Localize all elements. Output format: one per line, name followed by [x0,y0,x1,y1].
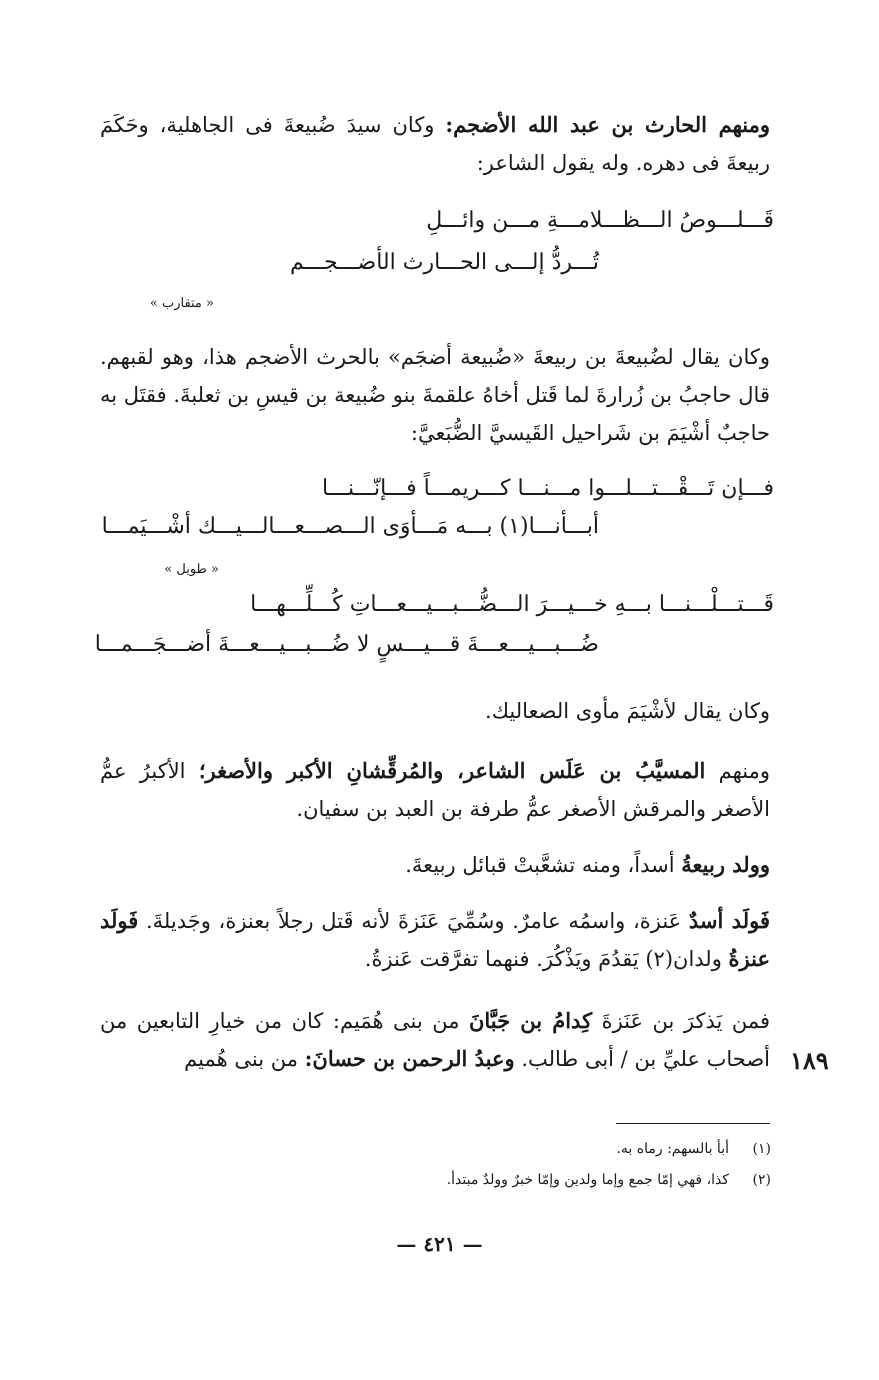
paragraph-ashyam: وكان يقال لأشْيَمَ مأوى الصعاليك. [485,699,770,723]
footnote-number: (١) [752,1141,771,1157]
footnote-1 [0,1141,879,1161]
footnote-ref-1[interactable]: (١) [499,514,529,539]
verse-text: أبـــأنـــا [528,514,599,539]
paragraph-rabia [100,846,770,884]
paragraph-text: أسداً، ومنه تشعَّبتْ قبائل ربيعةَ. [405,853,682,877]
paragraph-text: فمن يَذكرَ بن عَنَزةَ [592,1009,770,1033]
footnote-divider [616,1123,770,1124]
footnote-2 [0,1172,879,1192]
footnote-number: (٢) [752,1172,771,1188]
footnote-text: كذا، فهي إمّا جمع وإما ولدين وإمّا خبرٌ وولدٌ مبتدأ. [446,1172,729,1188]
verse-1-first-hemistich: قَـــلـــوصُ الـــظـــلامـــةِ مـــن وائـــلِ [426,208,774,233]
paragraph-text: يَقدُمَ ويَذْكُرَ. فنهما تفرَّقت عَنزةُ. [364,947,646,971]
paragraph-text: من بنى هُميم [184,1047,305,1071]
paragraph-text: ولدان [673,947,729,971]
verse-3-second-hemistich: ضُـــبـــيـــعـــةَ قـــيـــسٍ لا ضُـــبـــيـــعـــةَ أضـــجَـــمـــا [94,632,599,657]
verse-3-first-hemistich: قَـــتـــلْـــنـــا بـــهِ خـــيـــرَ الـــضُّـــبـــيـــعـــاتِ كُـــلِّـــهـــا [250,592,774,617]
bold-name: وعبدُ الرحمن بن حسانَ: [304,1046,515,1071]
paragraph-asad [100,902,770,978]
page-number: — ٤٢١ — [396,1232,483,1256]
verse-2-first-hemistich: فـــإن تَـــقْـــتـــلـــوا مـــنـــا كـــريمـــاً فـــإنّـــنـــا [322,476,774,501]
paragraph-text: وكان سيدَ ضُبيعةَ فى الجاهلية، وحَكَمَ ربيعةَ فى دهره. وله يقول الشاعر: [100,113,770,175]
paragraph-text: الأكبرُ عمُّ الأصغر والمرقش الأصغر عمُّ طرفة بن العبد بن سفيان. [100,759,770,821]
footnote-text: أبأ بالسهم: رماه به. [616,1141,729,1157]
verse-1-second-hemistich: تُـــردُّ إلـــى الحـــارث الأضـــجـــم [290,250,599,275]
bold-name: فَولَد عنزةُ [100,908,770,971]
bold-name: المسيَّبُ بن عَلَس الشاعر، والمُرقِّشانِ الأكبر والأصغر؛ [198,758,706,783]
footnote-ref-2[interactable]: (٢) [645,947,674,971]
paragraph-musayyab [100,752,770,828]
bold-name: ومنهم الحارث بن عبد الله الأضجم: [445,112,770,137]
bold-name: فَولَد أسدٌ [688,908,770,933]
verse-2-second-hemistich [102,514,599,539]
paragraph-text: عَنزة، واسمُه عامرٌ. وسُمِّيَ عَنَزةَ لأنه قَتل رجلاً بعنزة، وجَديلةَ. [146,909,689,933]
paragraph-yadhkur [100,1002,770,1078]
paragraph-dubaia: وكان يقال لضُبيعةَ بن ربيعةَ «ضُبيعة أضجَم» بالحرث الأضجم هذا، وهو لقبهم. قال حاجبُ بن زُرارةَ لما قَتل أخاهُ علقمةَ بنو ضُبيعة بن قيسِ بن ثعلبةَ. فقتَل به حاجبٌ أشْيَمَ بن شَراحيل القَيسيَّ الضُّبَعيَّ: [100,345,770,445]
margin-page-number: ١٨٩ [790,1046,829,1075]
paragraph-harith [100,106,770,182]
bold-name: وولد ربيعةُ [681,852,770,877]
paragraph-text: ومنهم [705,759,771,783]
meter-label: « طويل » [164,562,219,577]
paragraph-text: من بنى هُمَيم: كان من خيارِ التابعين من أصحاب عليِّ بن / أبى طالب. [100,1009,770,1071]
meter-label: « متقارب » [149,296,214,311]
verse-text: بـــه مَـــأوَى الـــصـــعـــالـــيـــك أشْـــيَمـــا [101,514,500,539]
bold-name: كِدامُ بن جَبَّانَ [468,1008,593,1033]
